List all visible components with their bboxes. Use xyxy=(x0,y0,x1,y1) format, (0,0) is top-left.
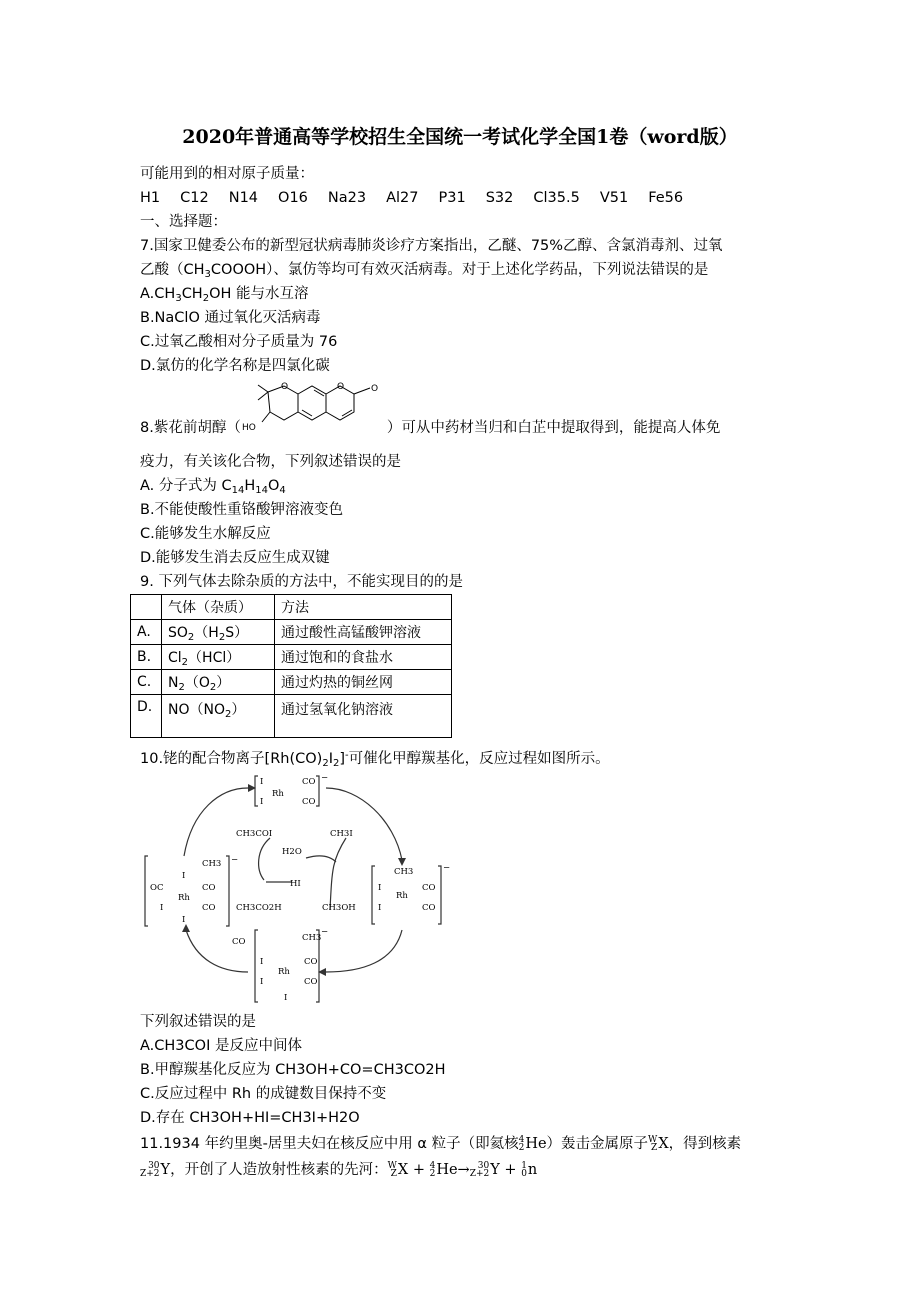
svg-text:I: I xyxy=(182,915,186,925)
table-header-row: 气体（杂质） 方法 xyxy=(131,595,452,620)
q10-lead: 下列叙述错误的是 xyxy=(140,1014,256,1030)
q9-table xyxy=(130,594,452,738)
q9-stem: 9. 下列气体去除杂质的方法中，不能实现目的的是 xyxy=(140,574,463,590)
svg-text:−: − xyxy=(321,773,329,783)
q7-option-a: $A.CH_3CH_2OH$ 能与水互溶 xyxy=(140,286,309,304)
svg-text:CH3: CH3 xyxy=(202,859,222,869)
atomic-mass-item: H1 xyxy=(140,190,161,206)
atomic-mass-item: Cl35.5 xyxy=(533,190,580,206)
q11-stem-line1: 11.1934 年约里奥-居里夫妇在核反应中用 α 粒子（即氦核 4 2 He）轰击金属原子 W Z X，得到核素 xyxy=(140,1135,742,1153)
q7-option-c: C.过氧乙酸相对分子质量为 76 xyxy=(140,334,338,350)
q10-option-b: B.甲醇羰基化反应为 CH3OH+CO=CH3CO2H xyxy=(140,1062,446,1078)
svg-text:−: − xyxy=(443,863,451,873)
svg-text:CO: CO xyxy=(422,883,436,893)
atomic-mass-item: Fe56 xyxy=(648,190,684,206)
atomic-mass-item: V51 xyxy=(599,190,629,206)
svg-text:CO: CO xyxy=(232,937,246,947)
q8-option-d: D.能够发生消去反应生成双键 xyxy=(140,550,330,566)
table-row: A. $SO_2(H_2S)$ 通过酸性高锰酸钾溶液 xyxy=(131,620,452,645)
q10-stem: 10.铑的配合物离子$[Rh(CO)_2I_2]^-$可催化甲醇羰基化，反应过程如图所示。 xyxy=(140,750,610,769)
svg-text:CH3OH: CH3OH xyxy=(322,903,356,913)
catalytic-cycle-diagram xyxy=(140,770,460,1010)
svg-text:Rh: Rh xyxy=(178,893,190,903)
svg-text:I: I xyxy=(260,797,264,807)
table-row: C. $N_2(O_2)$ 通过灼热的铜丝网 xyxy=(131,670,452,695)
atomic-mass-item: O16 xyxy=(278,190,308,206)
svg-text:I: I xyxy=(260,777,264,787)
svg-text:HI: HI xyxy=(290,879,301,889)
page-title: 2020年普通高等学校招生全国统一考试化学全国1卷（word版） xyxy=(182,126,738,148)
masses-list xyxy=(140,190,703,206)
struct-o1-label: O xyxy=(281,382,289,392)
svg-text:−: − xyxy=(231,855,239,865)
svg-text:Rh: Rh xyxy=(278,967,290,977)
svg-text:CO: CO xyxy=(422,903,436,913)
q10-option-a: A.CH3COI 是反应中间体 xyxy=(140,1038,302,1054)
svg-text:I: I xyxy=(378,883,382,893)
svg-text:I: I xyxy=(284,993,288,1003)
atomic-mass-item: Na23 xyxy=(327,190,367,206)
atomic-mass-item: P31 xyxy=(438,190,466,206)
q7-option-d: D.氯仿的化学名称是四氯化碳 xyxy=(140,358,330,374)
q7-stem-line1: 7.国家卫健委公布的新型冠状病毒肺炎诊疗方案指出，乙醚、75%乙醇、含氯消毒剂、过氧 xyxy=(140,238,723,254)
svg-text:−: − xyxy=(321,927,329,937)
q10-option-c: C.反应过程中 Rh 的成键数目保持不变 xyxy=(140,1086,387,1102)
svg-text:I: I xyxy=(260,957,264,967)
svg-text:CO: CO xyxy=(302,777,316,787)
svg-text:I: I xyxy=(182,871,186,881)
svg-text:CO: CO xyxy=(304,957,318,967)
svg-text:CO: CO xyxy=(302,797,316,807)
q8-option-a: A. 分子式为 $C_{14}H_{14}O_4$ xyxy=(140,478,286,496)
section-heading: 一、选择题： xyxy=(140,214,227,230)
q8-option-b: B.不能使酸性重铬酸钾溶液变色 xyxy=(140,502,344,518)
q8-option-c: C.能够发生水解反应 xyxy=(140,526,271,542)
table-row: D. $NO(NO_2)$ 通过氢氧化钠溶液 xyxy=(131,695,452,738)
svg-text:I: I xyxy=(160,903,164,913)
svg-text:CH3: CH3 xyxy=(394,867,414,877)
atomic-mass-item: Al27 xyxy=(386,190,419,206)
chemical-structure-icon xyxy=(240,382,410,434)
struct-ho-label: HO xyxy=(242,423,256,433)
svg-text:I: I xyxy=(260,977,264,987)
svg-text:I: I xyxy=(378,903,382,913)
masses-label: 可能用到的相对原子质量： xyxy=(140,166,314,182)
svg-text:H2O: H2O xyxy=(282,847,302,857)
atomic-masses xyxy=(140,162,790,210)
atomic-mass-item: C12 xyxy=(180,190,209,206)
svg-text:CO: CO xyxy=(304,977,318,987)
svg-text:CH3CO2H: CH3CO2H xyxy=(236,903,282,913)
q10-option-d: D.存在 CH3OH+HI=CH3I+H2O xyxy=(140,1110,360,1126)
q7-option-b: B.NaClO 通过氧化灭活病毒 xyxy=(140,310,321,326)
svg-text:CO: CO xyxy=(202,903,216,913)
svg-text:Rh: Rh xyxy=(272,789,284,799)
q11-stem-line2: 30 Z+2 Y，开创了人造放射性核素的先河： W Z X + 4 2 He→ 30 Z+2 Y + 1 0 n xyxy=(140,1161,538,1179)
svg-text:CH3I: CH3I xyxy=(330,829,353,839)
svg-text:CH3: CH3 xyxy=(302,933,322,943)
atomic-mass-item: S32 xyxy=(485,190,514,206)
struct-o3-label: O xyxy=(371,384,379,394)
svg-text:CH3COI: CH3COI xyxy=(236,829,273,839)
struct-o2-label: O xyxy=(337,382,345,392)
q7-stem-line2: 乙酸$(CH_3COOOH)$、氯仿等均可有效灭活病毒。对于上述化学药品，下列说法错误的是 xyxy=(140,262,709,280)
q8-stem-line1: 8.紫花前胡醇（ ）可从中药材当归和白芷中提取得到，能提高人体免 xyxy=(140,420,721,436)
svg-text:CO: CO xyxy=(202,883,216,893)
q8-stem-line2: 疫力，有关该化合物，下列叙述错误的是 xyxy=(140,454,401,470)
atomic-mass-item: N14 xyxy=(228,190,259,206)
svg-text:Rh: Rh xyxy=(396,891,408,901)
svg-text:OC: OC xyxy=(150,883,164,893)
table-row: B. $Cl_2(HCl)$ 通过饱和的食盐水 xyxy=(131,645,452,670)
